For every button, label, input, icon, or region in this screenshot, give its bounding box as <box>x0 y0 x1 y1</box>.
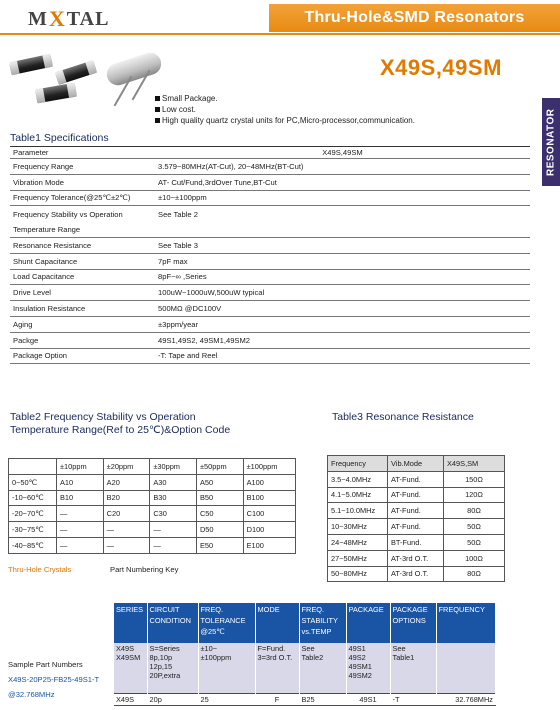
thru-hole-crystal-image <box>104 50 164 88</box>
table-cell: 150Ω <box>444 471 505 487</box>
table-cell: X49S <box>114 693 147 705</box>
table-cell: — <box>57 537 104 553</box>
table-cell: 100Ω <box>444 550 505 566</box>
part-numbering-label: Part Numbering Key <box>110 565 179 574</box>
table-cell: ±10~ ±100ppm <box>198 643 255 693</box>
table-cell: 10~30MHz <box>328 519 388 535</box>
table-header-row <box>114 603 496 643</box>
table-row <box>10 174 530 190</box>
thru-hole-label: Thru-Hole Crystals <box>8 565 72 574</box>
feature-text: Low cost. <box>162 105 196 114</box>
sample-part-numbers <box>8 657 99 702</box>
table-cell: BT-Fund. <box>388 534 444 550</box>
table-cell: B30 <box>150 490 197 506</box>
spec-value: 100uW~1000uW,500uW typical <box>155 285 530 301</box>
table-header-row <box>328 456 505 472</box>
table-header-cell: PACKAGE <box>346 603 390 643</box>
table-cell: 4.1~5.0MHz <box>328 487 388 503</box>
spec-param: Frequency Range <box>10 159 155 175</box>
table-cell: — <box>57 506 104 522</box>
table-cell: 32.768MHz <box>436 693 496 705</box>
table-header-cell: FREQUENCY <box>436 603 496 643</box>
spec-param: Parameter <box>10 147 155 159</box>
resonance-table <box>327 455 505 582</box>
feature-list <box>155 93 415 126</box>
table-cell: AT-Fund. <box>388 487 444 503</box>
table-cell: AT-Fund. <box>388 519 444 535</box>
table-header-cell: X49S,SM <box>444 456 505 472</box>
table-cell: -10~60℃ <box>9 490 57 506</box>
table-cell: 5.1~10.0MHz <box>328 503 388 519</box>
table-row <box>328 519 505 535</box>
table-cell: 49S1 <box>346 693 390 705</box>
table-cell: A10 <box>57 474 104 490</box>
table-header-cell: ±10ppm <box>57 459 104 475</box>
table-row <box>10 269 530 285</box>
table-cell: S=Series 8p,10p 12p,15 20P,extra <box>147 643 198 693</box>
table-row <box>328 503 505 519</box>
table-cell: F=Fund. 3=3rd O.T. <box>255 643 299 693</box>
table-cell: — <box>150 522 197 538</box>
table-cell: 49S1 49S2 49SM1 49SM2 <box>346 643 390 693</box>
table-row <box>10 301 530 317</box>
table-cell: B25 <box>299 693 346 705</box>
table2-title <box>10 411 310 437</box>
header-banner: Thru-Hole&SMD Resonators <box>269 4 560 32</box>
table-cell: D50 <box>196 522 243 538</box>
logo-text-x: X <box>48 6 66 31</box>
table-cell: A100 <box>243 474 295 490</box>
company-logo <box>28 6 109 32</box>
table-row <box>10 348 530 364</box>
spec-value: See Table 2 <box>158 209 198 219</box>
table-cell: 0~50℃ <box>9 474 57 490</box>
table-cell: AT-Fund. <box>388 503 444 519</box>
table-cell: B50 <box>196 490 243 506</box>
spec-value: 49S1,49S2, 49SM1,49SM2 <box>155 332 530 348</box>
spec-param: Load Capacitance <box>10 269 155 285</box>
table-cell: 27~50MHz <box>328 550 388 566</box>
table-cell: -30~75℃ <box>9 522 57 538</box>
table-header-cell: ±100ppm <box>243 459 295 475</box>
spec-param: Vibration Mode <box>10 174 155 190</box>
table-cell: 24~48MHz <box>328 534 388 550</box>
header-divider <box>0 33 560 35</box>
spec-value: 500MΩ @DC100V <box>155 301 530 317</box>
sample-frequency: @32.768MHz <box>8 690 55 699</box>
table-row <box>10 332 530 348</box>
table-cell: A20 <box>103 474 150 490</box>
spec-param: Temperature Range <box>10 222 155 238</box>
side-tab: RESONATOR <box>542 98 560 186</box>
table-row <box>10 159 530 175</box>
table-header-cell <box>9 459 57 475</box>
spec-param: Packge <box>10 332 155 348</box>
table-header-cell: Vib.Mode <box>388 456 444 472</box>
table-row <box>10 253 530 269</box>
table-header-row <box>9 459 296 475</box>
table-cell: — <box>103 522 150 538</box>
table-cell: D100 <box>243 522 295 538</box>
table-cell: C20 <box>103 506 150 522</box>
table-row <box>9 474 296 490</box>
table-cell: See Table2 <box>299 643 346 693</box>
table-cell: -T <box>390 693 436 705</box>
table-header-cell: ±30ppm <box>150 459 197 475</box>
spec-param: Aging <box>10 316 155 332</box>
table-header-cell: ±50ppm <box>196 459 243 475</box>
spec-param: Drive Level <box>10 285 155 301</box>
table-row <box>10 237 530 253</box>
logo-text-right: TAL <box>66 7 110 30</box>
table-header-cell: Frequency <box>328 456 388 472</box>
spec-param: Resonance Resistance <box>10 237 155 253</box>
bullet-icon <box>155 96 160 101</box>
table-row <box>9 522 296 538</box>
feature-text: Small Package. <box>162 94 218 103</box>
sample-label: Sample Part Numbers <box>8 660 83 669</box>
part-numbering-table <box>114 603 496 706</box>
table-cell: See Table1 <box>390 643 436 693</box>
table-row <box>328 534 505 550</box>
feature-item <box>155 115 415 126</box>
table2-title-line: Table2 Frequency Stability vs Operation <box>10 411 196 423</box>
product-image <box>8 50 168 112</box>
table-header-cell: MODE <box>255 603 299 643</box>
table-cell: AT-Fund. <box>388 471 444 487</box>
table-cell: 50~80MHz <box>328 566 388 582</box>
table-row <box>114 693 496 705</box>
table-header-cell: ±20ppm <box>103 459 150 475</box>
spec-value: 3.579~80MHz(AT-Cut), 20~48MHz(BT-Cut) <box>155 159 530 175</box>
table-cell: C100 <box>243 506 295 522</box>
table-header-cell: CIRCUIT CONDITION <box>147 603 198 643</box>
table-cell: 120Ω <box>444 487 505 503</box>
table-row <box>328 566 505 582</box>
table-header-cell: PACKAGE OPTIONS <box>390 603 436 643</box>
bullet-icon <box>155 118 160 123</box>
logo-text-left: M <box>28 7 48 30</box>
sample-code: X49S-20P25-FB25-49S1-T <box>8 675 100 684</box>
table-row <box>10 222 530 238</box>
table-header-cell: FREQ. TOLERANCE @25℃ <box>198 603 255 643</box>
table-row <box>10 206 530 222</box>
table-cell: B20 <box>103 490 150 506</box>
table-cell: B10 <box>57 490 104 506</box>
table-row <box>10 190 530 206</box>
spec-value: 7pF max <box>155 253 530 269</box>
table-cell: 50Ω <box>444 534 505 550</box>
table-cell: 3.5~4.0MHz <box>328 471 388 487</box>
smd-crystal-image <box>35 83 77 104</box>
table-cell: AT-3rd O.T. <box>388 566 444 582</box>
spec-param: Frequency Tolerance(@25℃±2℃) <box>10 190 155 206</box>
table-row <box>10 316 530 332</box>
table-row <box>328 550 505 566</box>
table-row <box>114 643 496 693</box>
spec-param: Package Option <box>10 348 155 364</box>
table-cell: F <box>255 693 299 705</box>
table-row <box>328 471 505 487</box>
table-cell: -20~70℃ <box>9 506 57 522</box>
specifications-table <box>10 146 530 364</box>
spec-value: 8pF~∞ ,Series <box>155 269 530 285</box>
table-cell: AT-3rd O.T. <box>388 550 444 566</box>
table-cell: E100 <box>243 537 295 553</box>
table-header-cell: FREQ. STABILITY vs.TEMP <box>299 603 346 643</box>
table-cell: 50Ω <box>444 519 505 535</box>
table-row <box>328 487 505 503</box>
table-row <box>10 285 530 301</box>
spec-value: -T: Tape and Reel <box>155 348 530 364</box>
table-cell: — <box>103 537 150 553</box>
table2-title-line: Temperature Range(Ref to 25℃)&Option Code <box>10 424 231 436</box>
spec-param: Shunt Capacitance <box>10 253 155 269</box>
model-title: X49S,49SM <box>380 55 502 80</box>
table-cell: X49S X49SM <box>114 643 147 693</box>
table-cell: 80Ω <box>444 503 505 519</box>
table-row <box>9 506 296 522</box>
table-cell: — <box>150 537 197 553</box>
table3-title: Table3 Resonance Resistance <box>332 411 474 423</box>
table-row <box>9 490 296 506</box>
table-cell: B100 <box>243 490 295 506</box>
stability-table <box>8 458 296 554</box>
spec-value: See Table 3 <box>155 237 530 253</box>
table-cell: E50 <box>196 537 243 553</box>
smd-crystal-image <box>9 54 53 75</box>
table-cell: C50 <box>196 506 243 522</box>
table-cell: A50 <box>196 474 243 490</box>
spec-param: Frequency Stability vs Operation <box>13 209 123 219</box>
bullet-icon <box>155 107 160 112</box>
table-cell <box>436 643 496 693</box>
table-cell: -40~85℃ <box>9 537 57 553</box>
table-header-cell: SERIES <box>114 603 147 643</box>
feature-text: High quality quartz crystal units for PC,Micro-processor,communication. <box>162 116 415 125</box>
table1-title: Table1 Specifications <box>10 132 109 144</box>
table-cell: 20p <box>147 693 198 705</box>
table-cell: — <box>57 522 104 538</box>
table-cell: 80Ω <box>444 566 505 582</box>
spec-value <box>155 222 530 238</box>
table-row <box>10 147 530 159</box>
spec-param: Insulation Resistance <box>10 301 155 317</box>
table-cell: 25 <box>198 693 255 705</box>
spec-value: ±10~±100ppm <box>155 190 530 206</box>
smd-crystal-image <box>55 60 97 85</box>
table-cell: C30 <box>150 506 197 522</box>
feature-item <box>155 104 415 115</box>
spec-value: X49S,49SM <box>155 147 530 159</box>
spec-value: AT- Cut/Fund,3rdOver Tune,BT-Cut <box>155 174 530 190</box>
table-cell: A30 <box>150 474 197 490</box>
spec-value: ±3ppm/year <box>155 316 530 332</box>
table-row <box>9 537 296 553</box>
feature-item <box>155 93 415 104</box>
